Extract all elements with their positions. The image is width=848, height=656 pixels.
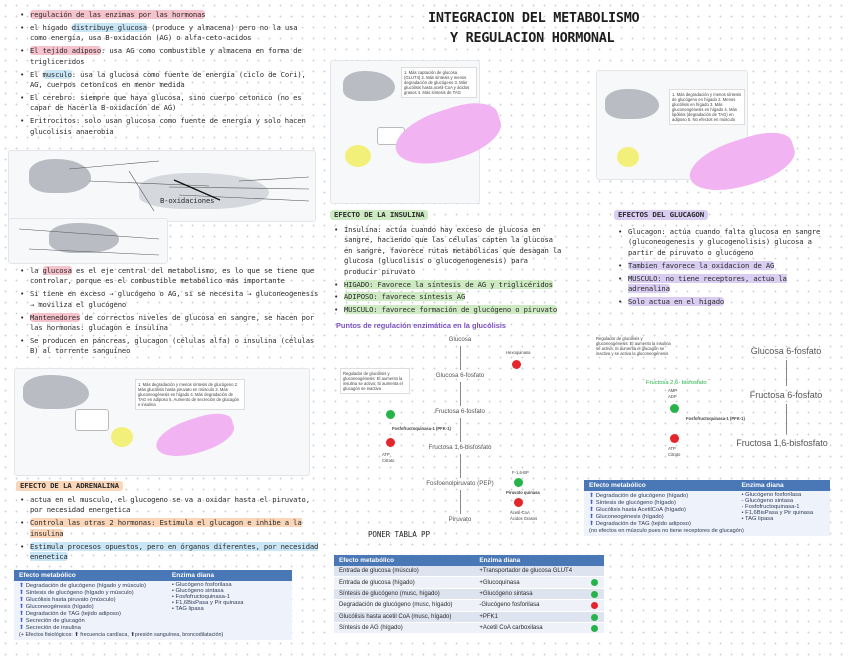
table-cell	[334, 577, 474, 588]
enzyme-label: Fosfofructoquinasa-1 (PFK-1)	[686, 416, 745, 421]
table-footer: (+ Efectos fisiológicos: ⬆ frecuencia cardíaca, ⬆presión sanguínea, broncodilatación)	[19, 631, 224, 638]
bullet-item	[20, 70, 315, 91]
table-header: Enzima diana	[737, 480, 830, 491]
table-cell-line	[19, 603, 162, 610]
table-cell-text: Glucólisis hasta piruvato (músculo)	[25, 596, 116, 603]
poner-tabla-note: PONER TABLA PP	[368, 530, 430, 539]
table-cell-line	[589, 506, 732, 513]
table-cell-text: - Fosfofructoquinasa-1	[741, 503, 800, 510]
muscle-shape	[152, 407, 239, 464]
table-cell-text: Gluconeogénesis (hígado)	[25, 603, 94, 610]
liver-shape-right	[605, 89, 659, 119]
inhibit-dot	[512, 360, 521, 369]
table-cell-text: • F1,6BisPasa y Pir quinasa	[171, 599, 244, 606]
table-cell-text: Degradación de glucógeno (hígado)	[595, 492, 689, 499]
table-cell-line	[589, 513, 732, 520]
table-cell-text: +Transportador de glucosa GLUT4	[479, 568, 573, 575]
activate-dot	[670, 404, 679, 413]
effector-label: ATP	[668, 446, 676, 451]
glucagon-bullet	[618, 261, 828, 271]
bullet-item	[20, 93, 315, 114]
bullet-text: Se producen en páncreas, glucagon (células alfa) o insulina (células B) al torrente sanguíneo	[30, 335, 315, 356]
bullet-item	[20, 23, 315, 44]
bullet-item	[20, 313, 320, 334]
table-cell	[474, 577, 604, 588]
glucolisis-flow	[330, 334, 570, 534]
table-cell-line	[589, 520, 732, 527]
flow-step: Fructosa 6-fosfato	[435, 408, 485, 415]
effector-label: Acetil-CoA	[510, 510, 530, 515]
bullet-text: musculo	[42, 69, 72, 79]
table-cell-text: • Glucógeno fosforilasa	[741, 491, 802, 498]
table-header: Enzima diana	[474, 555, 604, 566]
table-cell	[334, 622, 474, 633]
table-header: Enzima diana	[167, 570, 292, 581]
up-arrow-icon: ⬆	[19, 582, 26, 589]
adrenalina-title: EFECTO DE LA ADRENALINA	[16, 481, 123, 491]
table-cell	[474, 600, 604, 611]
table-cell-text: Síntesis de AG (hígado)	[339, 625, 403, 632]
glucagon-bullets	[618, 227, 828, 310]
table-row	[334, 622, 604, 633]
insulina-bullet	[334, 280, 564, 290]
table-cell-text: +PFK1	[479, 613, 498, 620]
bullet-text: El	[30, 69, 43, 79]
insulina-bullet-text: ADIPOSO: favorece síntesis AG	[344, 292, 466, 302]
activate-dot	[514, 478, 523, 487]
table-cell-line	[172, 606, 287, 612]
bullet-text: El cerebro: siempre que haya glucosa, sino cuerpo cetonico (no es capar de hacerla B-oxidación de AG)	[30, 92, 302, 113]
table-cell	[334, 611, 474, 622]
table-cell-line	[19, 617, 162, 624]
glucolisis-reg-note: Regulador de glucólisis y gluconeogénesis: El aumento la insulina se activa; Si aumenta el glucagón se inactiva	[340, 368, 410, 394]
table-cell-text: Degradación de glucógeno (musc, hígado)	[339, 602, 453, 609]
effector-label: Fructosa 2,6- bisfosfato	[646, 380, 707, 386]
flow-step: Fructosa 1,6-bisfosfato	[736, 438, 828, 448]
flow-step: Fosfoenolpiruvato (PEP)	[426, 480, 494, 487]
insulina-bullet	[334, 305, 564, 315]
bullet-text: : usa AG como combustible y almacena en forma de trigliceridos	[30, 46, 302, 66]
table-cell-text: Degradación de TAG (tejido adiposo)	[25, 610, 121, 617]
bullet-text: (produce y almacena) pero no la usa como energía, usa B-oxidación (AG) o alfa-ceto-acidos	[30, 22, 298, 43]
activate-dot	[591, 591, 598, 598]
flow-step: Glucosa 6-fosfato	[435, 372, 485, 379]
flow-arrow	[786, 360, 787, 386]
effector-label: ATP	[382, 452, 390, 457]
effector-label: Citrato	[382, 458, 395, 463]
table-cell-text: +Glucoquinasa	[479, 579, 520, 586]
table-cell	[474, 611, 604, 622]
enzyme-label: Fosfofructoquinasa-1 (PFK-1)	[392, 426, 451, 431]
flow-arrow	[460, 346, 461, 370]
bullet-text: distribuye glucosa	[71, 22, 147, 32]
table-row	[334, 588, 604, 599]
insulina-bullet-text: Insulina: actúa cuando hay exceso de glucosa en sangre, haciendo que las células capten la glucosa en sangre, favorece rutas metabólicas que desagan la glucosa (glucolisis o glucogenogenesis) para producir piruvato	[344, 225, 562, 276]
adrenalina-bullet	[20, 542, 320, 563]
glucagon-bullet-text: MUSCULO: no tiene receptores, actua la adrenalina	[628, 273, 787, 294]
enzyme-label: Hexoquinasa	[506, 350, 531, 355]
effector-label: ADP	[668, 394, 677, 399]
table-cell-text: • Fosfofructoquinasa-1	[171, 593, 230, 600]
metabolic-map-lines	[9, 151, 317, 223]
adipose-yellow-mid	[345, 145, 371, 167]
insulina-bullets	[334, 225, 564, 318]
glucagon-title: EFECTOS DEL GLUCAGON	[614, 210, 708, 220]
liver-shape-3	[23, 375, 89, 409]
bullet-item	[20, 336, 320, 357]
table-row	[334, 577, 604, 588]
flow-step: Glucosa	[448, 336, 472, 343]
table-cell-text: -Glucógeno fosforilasa	[479, 602, 540, 609]
title-line-1: INTEGRACION DEL METABOLISMO	[428, 10, 640, 26]
glucagon-note-box: 1. Más degradación y menos síntesis de glucógeno en hígado 2. Menos glucólisis en hígado 3. Más gluconeogénesis en hígado 4. Más lipólisis (degradación de TAG) en adiposo 5. No efectos en músculo	[669, 89, 745, 125]
metabolic-map-diagram	[8, 150, 316, 222]
flow-arrow	[460, 418, 461, 442]
pancreas-box	[75, 409, 109, 431]
bullet-item	[20, 10, 315, 20]
up-arrow-icon: ⬆	[19, 603, 26, 610]
table-cell-text: Degradación de TAG (tejido adiposo)	[595, 520, 691, 527]
bullet-text: la	[30, 266, 43, 275]
bullet-item	[20, 46, 315, 67]
effector-label: Ácidos Grasos	[510, 516, 538, 521]
table-footer: (no efectos en músculo pues no tiene receptores de glucagón)	[589, 527, 744, 534]
up-arrow-icon: ⬆	[19, 617, 26, 624]
bullet-text: es el eje central del metabolismo, es lo que se tiene que controlar, porque es el combustible metabólico más importante	[30, 266, 315, 286]
up-arrow-icon: ⬆	[19, 610, 26, 617]
hormone-diagram-left	[14, 368, 310, 476]
table-cell-text: - Glucógeno sintasa	[741, 497, 794, 504]
bullet-item	[20, 289, 320, 310]
adrenalina-bullet	[20, 518, 320, 539]
adrenalina-bullet-text: Estimula procesos opuestos, pero en órganos diferentes, por necesidad enenetica	[30, 541, 319, 562]
table-row	[334, 600, 604, 611]
flow-arrow	[786, 404, 787, 434]
glucagon-bullet	[618, 297, 828, 307]
adrenalina-bullet-text: Controla las otras 2 hormonas: Estimula el glucagon e inhibe a la insulina	[30, 518, 302, 538]
up-arrow-icon: ⬆	[589, 492, 596, 499]
enzyme-label: Piruvato quinasa	[506, 490, 540, 495]
insulina-bullet-text: HIGADO: Favorece la síntesis de AG y triglicéridos	[344, 279, 553, 289]
bullet-item	[20, 266, 320, 287]
effector-label: Citrato	[668, 452, 681, 457]
effector-label: AMP	[668, 388, 678, 393]
table-row	[334, 611, 604, 622]
liver-diagram-2-lines	[9, 219, 169, 265]
table-cell	[474, 622, 604, 633]
flow-arrow	[460, 382, 461, 406]
flow-arrow	[460, 490, 461, 514]
table-cell-text: Entrada de glucosa (hígado)	[339, 579, 415, 586]
activate-dot	[591, 614, 598, 621]
table-cell-text: Gluconeogénesis (hígado)	[595, 513, 664, 520]
bullet-item	[20, 116, 315, 137]
insulina-bullet-text: MUSCULO: favorece formación de glucógeno o piruvato	[344, 305, 558, 315]
bullet-text: regulación de las enzimas por las hormonas	[30, 10, 206, 19]
pfk-flow	[596, 332, 836, 472]
adrenalina-bullet-text: actua en el musculo, el glucogeno se va a oxidar hasta el piruvato, por necesidad energetica	[30, 495, 310, 515]
activate-dot	[386, 410, 395, 419]
activate-dot	[591, 625, 598, 632]
pfk-note: Regulador de glucólisis y gluconeogénesis: El aumento la insulina se activa; Si aumenta el glucagón se inactiva y se activa la gluconeogénesis	[596, 336, 671, 356]
effects-cell	[14, 581, 167, 631]
table-cell-text: • Glucógeno fosforilasa	[171, 581, 232, 588]
table-cell-text: • TAG lipasa	[171, 605, 204, 612]
page-title	[428, 10, 688, 46]
table-header: Efecto metabólico	[334, 555, 474, 566]
insulin-note-box: 1. Más captación de glucosa (GLUT4) 2. Más síntesis y menos degradación de glucógeno 3. Más glucólisis hasta acetil-CoA y ácidos grasos 4. Más síntesis de TAG	[401, 67, 477, 98]
inhibit-dot	[670, 434, 679, 443]
glucolisis-title: Puntos de regulación enzimática en la glucólisis	[336, 321, 507, 330]
liver-shape-mid	[343, 71, 395, 101]
table-cell	[334, 566, 474, 577]
up-arrow-icon: ⬆	[19, 624, 26, 631]
table-cell-line	[19, 582, 162, 589]
insulina-bullet	[334, 292, 564, 302]
table-cell-text: +Acetil CoA carboxilasa	[479, 625, 543, 632]
activate-dot	[591, 579, 598, 586]
table-cell-text: Glucólisis hasta acetil CoA (musc, hígado)	[339, 613, 452, 620]
bullet-text: de correctos niveles de glucosa en sangre, se hacen por las hormonas: glucagon e insulina	[30, 312, 315, 333]
bullet-text: Mantenedores	[30, 312, 81, 322]
table-cell-text: Degradación de glucógeno (hígado y músculo)	[25, 582, 146, 589]
bullet-text: Eritrocitos: solo usan glucosa como fuente de energía y solo hacen glucolisis anaerobia	[30, 116, 306, 136]
glucagon-bullet-text: Glucagon: actúa cuando falta glucosa en sangre (gluconeogenesis y glucogenolisis) glucosa a partir de piruvato o glucógeno	[628, 227, 821, 257]
b-oxidacion-label: B-oxidaciones	[160, 196, 215, 205]
table-cell	[334, 600, 474, 611]
b-oxidacion-arrow	[170, 176, 230, 206]
flow-arrow	[460, 454, 461, 478]
table-cell-text: Síntesis de glucógeno (hígado)	[595, 499, 676, 506]
insulina-table	[334, 555, 604, 634]
inhibit-dot	[514, 498, 523, 507]
table-cell-text: Síntesis de glucógeno (musc, hígado)	[339, 590, 440, 597]
glucagon-bullet-text: Tambien favorece la oxidacion de AG	[628, 260, 775, 270]
flow-step: Fructosa 1,6-bisfosfato	[428, 444, 492, 451]
up-arrow-icon: ⬆	[589, 499, 596, 506]
glucagon-bullet-text: Solo actua en el higado	[628, 296, 725, 306]
bullet-text: glucosa	[42, 266, 72, 275]
adipose-yellow	[111, 427, 133, 447]
table-cell-text: Secreción de insulina	[25, 624, 81, 631]
up-arrow-icon: ⬆	[589, 520, 596, 527]
table-cell-line	[589, 492, 732, 499]
effector-label: F-1,6-BP	[512, 470, 529, 475]
up-arrow-icon: ⬆	[19, 589, 26, 596]
table-cell	[334, 588, 474, 599]
table-cell-text: Glucólisis hasta AcetilCoA (hígado)	[595, 506, 686, 513]
adipose-yellow-right	[617, 147, 639, 167]
table-cell-text: Secreción de glucagón	[25, 617, 85, 624]
effects-cell	[584, 491, 737, 527]
table-cell-text: • F1,6BisPasa y Pir quinasa	[741, 509, 814, 516]
up-arrow-icon: ⬆	[589, 506, 596, 513]
insulina-bullet	[334, 225, 564, 277]
glucagon-table	[584, 480, 830, 536]
liver-diagram-2	[8, 218, 168, 264]
left-top-bullets	[20, 10, 315, 139]
table-cell-line	[19, 596, 162, 603]
hormone-note-box: 1. Más degradación y menos síntesis de glucógeno 2. Más glucólisis hasta piruvato en músculo 3. Más gluconeogénesis en hígado 4. Más degradación de TAG en adiposo 5. Aumento de secreción de glucagón e insulina	[135, 379, 245, 410]
insulina-title: EFECTO DE LA INSULINA	[330, 210, 428, 220]
table-cell-text: • TAG lipasa	[741, 515, 774, 522]
bullet-text: : usa la glucosa como fuente de energía (ciclo de Cori), AG, cuerpos cetonicos en menor medida	[30, 69, 306, 89]
bullet-text: El tejido adiposo	[30, 46, 102, 56]
glucagon-bullet	[618, 274, 828, 295]
table-header: Efecto metabólico	[14, 570, 167, 581]
up-arrow-icon: ⬆	[19, 596, 26, 603]
flow-step: Piruvato	[448, 516, 472, 523]
inhibit-dot	[591, 602, 598, 609]
adrenalina-bullets	[20, 495, 320, 565]
table-cell-text: Síntesis de glucógeno (hígado y músculo)	[25, 589, 134, 596]
enzymes-cell	[167, 581, 292, 631]
inhibit-dot	[386, 438, 395, 447]
table-cell-text: • Glucógeno sintasa	[171, 587, 224, 594]
table-cell-text: Entrada de glucosa (músculo)	[339, 568, 419, 575]
table-cell-line	[19, 610, 162, 617]
up-arrow-icon: ⬆	[589, 513, 596, 520]
table-cell-text: +Glucógeno sintasa	[479, 590, 533, 597]
table-cell-line	[19, 624, 162, 631]
bullet-text: Si tiene en exceso → glucógeno o AG, si se necesita → gluconeogenesis → moviliza el glucógeno	[30, 289, 319, 309]
glucagon-bullet	[618, 227, 828, 258]
table-cell	[474, 566, 604, 577]
flow-step: Glucosa 6-fosfato	[750, 346, 822, 356]
table-cell-line	[19, 589, 162, 596]
table-cell-line	[589, 499, 732, 506]
adrenalina-bullet	[20, 495, 320, 516]
table-cell-line	[742, 516, 825, 522]
table-cell	[474, 588, 604, 599]
table-header: Efecto metabólico	[584, 480, 737, 491]
adrenalina-table	[14, 570, 292, 640]
table-row	[334, 566, 604, 577]
bullet-text: el hígado	[30, 22, 72, 32]
title-line-2: Y REGULACION HORMONAL	[450, 30, 615, 46]
enzymes-cell	[737, 491, 830, 527]
left-mid-bullets	[20, 266, 320, 359]
flow-step: Fructosa 6-fosfato	[749, 390, 823, 400]
